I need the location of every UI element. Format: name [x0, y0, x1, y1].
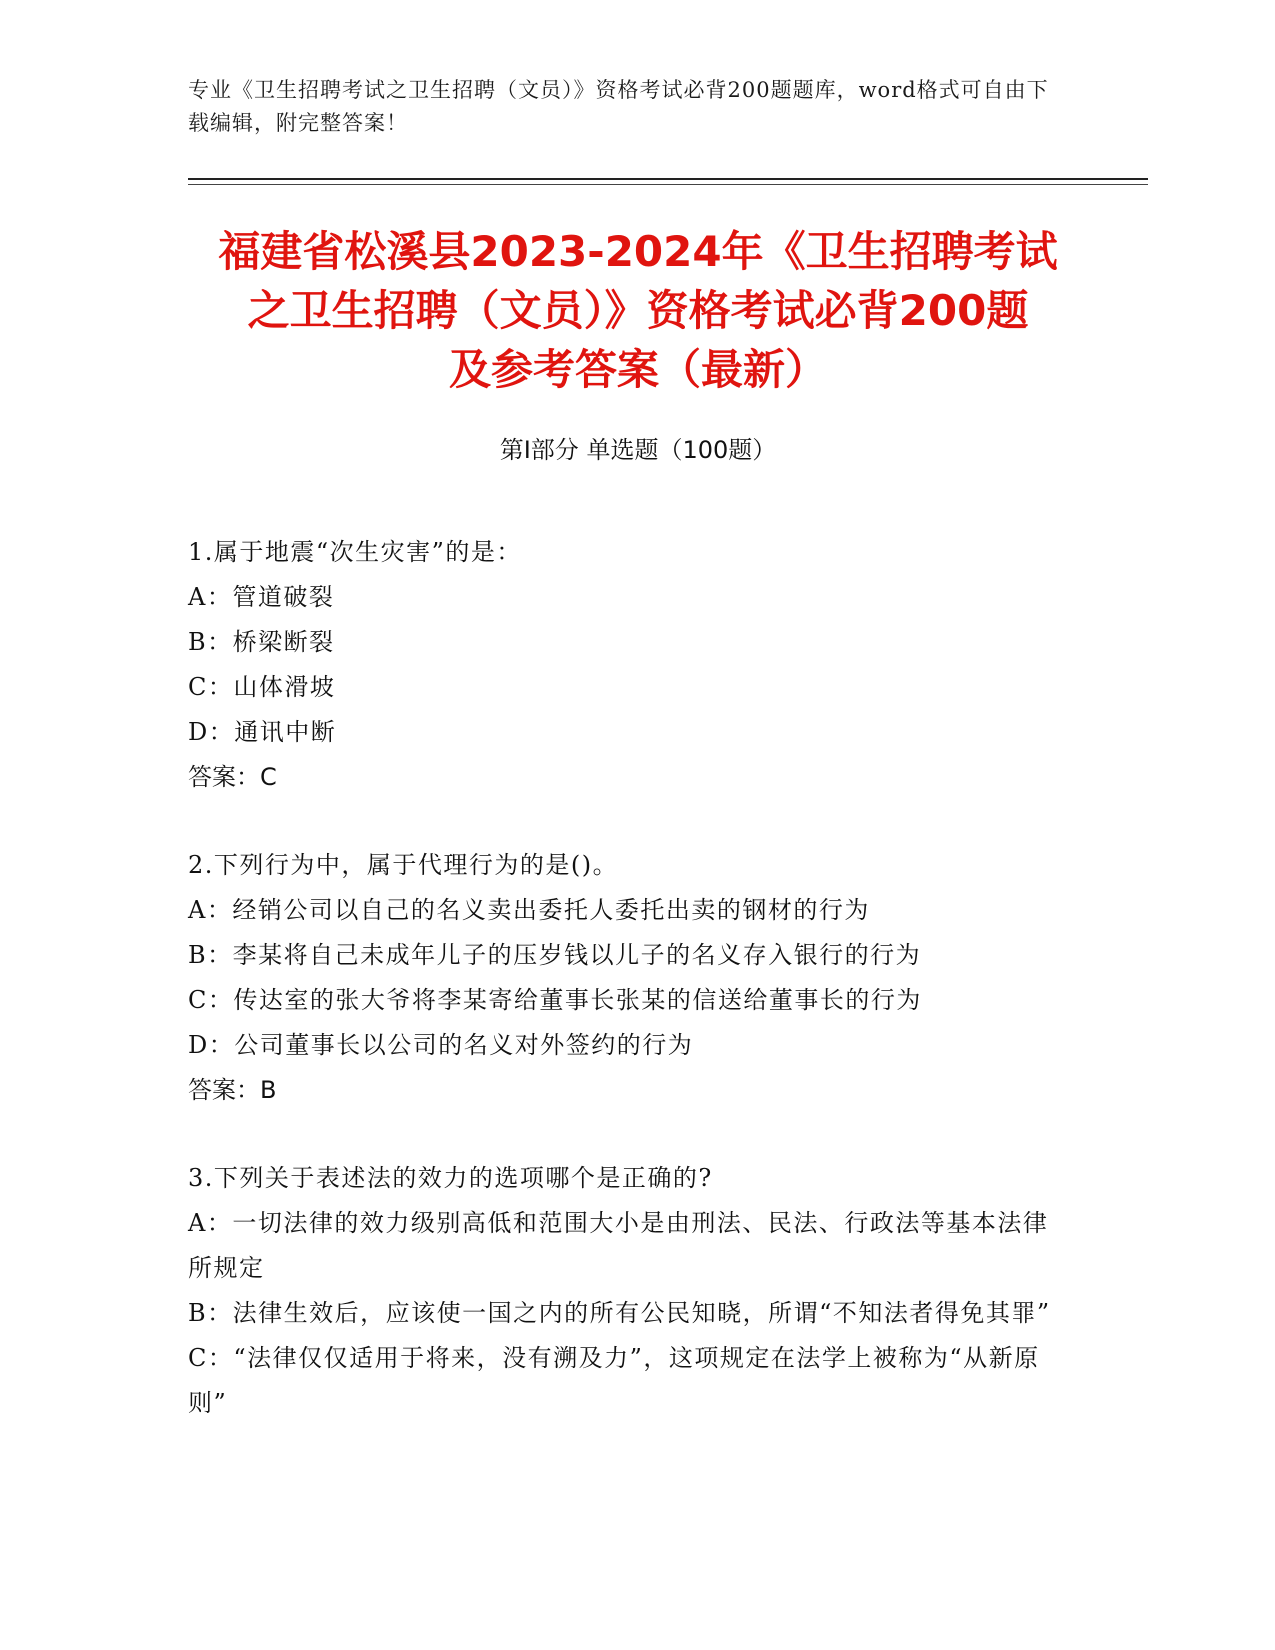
option-b: B：李某将自己未成年儿子的压岁钱以儿子的名义存入银行的行为	[188, 941, 922, 969]
option-b: B：桥梁断裂	[188, 628, 335, 656]
document-title	[188, 222, 1088, 399]
option-a: A：经销公司以自己的名义卖出委托人委托出卖的钢材的行为	[188, 896, 870, 924]
option-c: C：“法律仅仅适用于将来，没有溯及力”，这项规定在法学上被称为“从新原则”	[188, 1344, 1040, 1417]
title-line-3: 及参考答案（最新）	[448, 345, 827, 394]
title-line-2: 之卫生招聘（文员）》资格考试必背200题	[247, 286, 1029, 335]
question-stem: 2.下列行为中，属于代理行为的是()。	[188, 851, 619, 879]
question-list	[188, 530, 1068, 1469]
option-d: D：公司董事长以公司的名义对外签约的行为	[188, 1031, 694, 1059]
option-a: A：一切法律的效力级别高低和范围大小是由刑法、民法、行政法等基本法律所规定	[188, 1209, 1049, 1282]
answer: 答案：C	[188, 763, 277, 791]
option-d: D：通讯中断	[188, 718, 337, 746]
question-stem: 1.属于地震“次生灾害”的是：	[188, 538, 522, 566]
question-stem: 3.下列关于表述法的效力的选项哪个是正确的?	[188, 1164, 713, 1192]
header-rule-thin	[188, 184, 1148, 185]
question-2	[188, 843, 1068, 1113]
question-1	[188, 530, 1068, 800]
header-rule-thick	[188, 178, 1148, 180]
header-note: 专业《卫生招聘考试之卫生招聘（文员）》资格考试必背200题题库，word格式可自由下载编辑，附完整答案！	[188, 78, 1049, 135]
option-b: B：法律生效后，应该使一国之内的所有公民知晓，所谓“不知法者得免其罪”	[188, 1299, 1051, 1327]
option-c: C：山体滑坡	[188, 673, 336, 701]
option-c: C：传达室的张大爷将李某寄给董事长张某的信送给董事长的行为	[188, 986, 922, 1014]
question-3	[188, 1156, 1068, 1426]
option-a: A：管道破裂	[188, 583, 335, 611]
answer: 答案：B	[188, 1076, 277, 1104]
title-line-1: 福建省松溪县2023-2024年《卫生招聘考试	[218, 227, 1058, 276]
section-title: 第Ⅰ部分 单选题（100题）	[499, 436, 777, 464]
